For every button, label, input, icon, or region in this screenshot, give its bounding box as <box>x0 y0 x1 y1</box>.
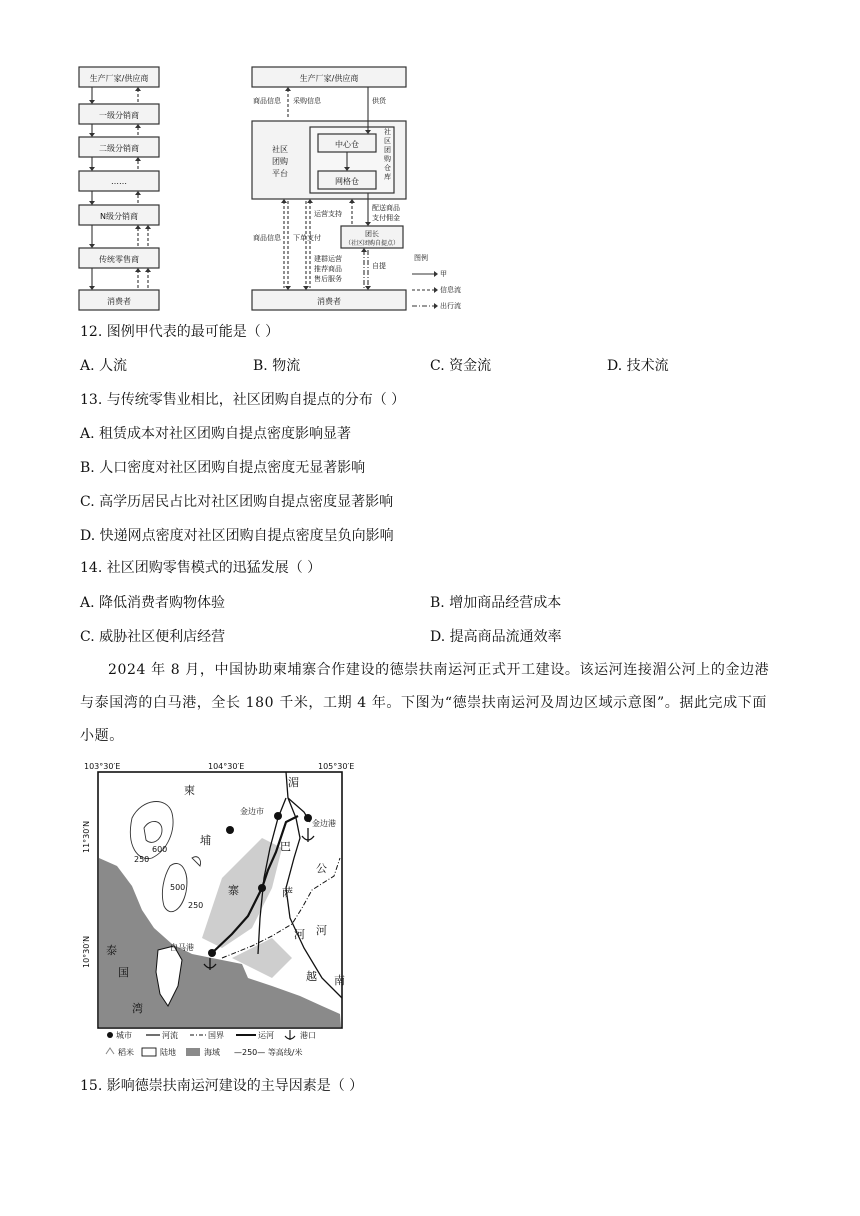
q13-option-c[interactable]: C. 高学历居民占比对社区团购自提点密度显著影响 <box>80 494 394 510</box>
map-mekong-1: 公 <box>316 862 327 875</box>
d2-legend-info: 信息流 <box>440 286 461 294</box>
q14-option-d[interactable]: D. 提高商品流通效率 <box>430 629 562 645</box>
q14-option-c[interactable]: C. 威胁社区便利店经营 <box>80 629 226 645</box>
map-bassac-1: 萨 <box>282 886 293 899</box>
map-city-kampot <box>208 949 216 957</box>
map-city-dot-1 <box>226 826 234 834</box>
map-bassac-0: 巴 <box>280 840 291 853</box>
community-group-buying-diagram <box>248 64 488 314</box>
d2-manufacturer-label: 生产厂家/供应商 <box>299 74 359 83</box>
q12-option-b[interactable]: B. 物流 <box>253 358 301 374</box>
d1-label-2: 二级分销商 <box>99 144 139 153</box>
d2-lbl-ops-support: 运营支持 <box>314 210 342 218</box>
q12-stem: 12. 图例甲代表的最可能是（ ） <box>80 324 280 340</box>
map-legend-border: 国界 <box>208 1031 224 1040</box>
d2-lbl-supply: 供货 <box>372 97 386 105</box>
q13-option-d[interactable]: D. 快递网点密度对社区团购自提点密度呈负向影响 <box>80 528 394 544</box>
q12-option-d[interactable]: D. 技术流 <box>607 358 669 374</box>
map-mekong-2: 河 <box>316 924 327 937</box>
d1-label-3: …… <box>111 177 127 186</box>
map-legend-sea: 海域 <box>204 1048 220 1057</box>
map-cambodia-1: 埔 <box>200 834 211 847</box>
d1-label-1: 一级分销商 <box>99 111 139 120</box>
map-legend-contour: —250— 等高线/米 <box>234 1048 303 1057</box>
d2-platform-label: 社区团购平台 <box>272 145 288 178</box>
map-vietnam-0: 越 <box>306 970 317 983</box>
q14-stem: 14. 社区团购零售模式的迅猛发展（ ） <box>80 560 322 576</box>
map-legend-land: 陆地 <box>160 1048 176 1057</box>
d2-consumer-label: 消费者 <box>317 297 341 306</box>
map-contour-500: 500 <box>170 883 186 892</box>
map-legend-river: 河流 <box>162 1031 178 1040</box>
d1-label-5: 传统零售商 <box>99 255 139 264</box>
map-contour-250b: 250 <box>188 901 204 910</box>
map-city-dot-2 <box>258 884 266 892</box>
map-lon-3: 105°30′E <box>318 762 355 771</box>
map-bassac-2: 河 <box>294 928 305 941</box>
map-lon-1: 103°30′E <box>84 762 121 771</box>
d2-lbl-goods-info-top: 商品信息 <box>253 97 281 105</box>
d2-lbl-service-1: 推荐商品 <box>314 265 342 273</box>
map-contour-250a: 250 <box>134 855 150 864</box>
map-label-pp-port: 金边港 <box>312 819 336 828</box>
map-gulf-1: 国 <box>118 966 129 979</box>
d2-side-label: 社区团 购仓库 <box>384 128 391 181</box>
d2-lbl-service-2: 售后服务 <box>314 275 342 283</box>
q12-option-c[interactable]: C. 资金流 <box>430 358 492 374</box>
map-legend-port: 港口 <box>300 1031 316 1040</box>
q12-option-a[interactable]: A. 人流 <box>80 358 128 374</box>
map-gulf-2: 湾 <box>132 1002 143 1015</box>
q15-stem: 15. 影响德崇扶南运河建设的主导因素是（ ） <box>80 1078 364 1094</box>
map-contour-600: 600 <box>152 845 168 854</box>
map-city-pp-port <box>304 814 312 822</box>
map-lon-2: 104°30′E <box>208 762 245 771</box>
d2-leader-label-2: （社区团购自提点） <box>344 240 400 247</box>
q13-option-a[interactable]: A. 租赁成本对社区团购自提点密度影响显著 <box>80 426 352 442</box>
d2-lbl-deliver-1: 配送商品 <box>372 204 400 212</box>
d2-lbl-goods-info-bottom: 商品信息 <box>253 234 281 242</box>
d2-lbl-deliver-2: 支付佣金 <box>372 214 400 222</box>
d2-legend-travel: 出行流 <box>440 302 461 310</box>
map-gulf-0: 泰 <box>106 944 117 957</box>
map-lat-1: 11°30′N <box>82 820 91 853</box>
map-lat-2: 10°30′N <box>82 935 91 968</box>
map-cambodia-0: 柬 <box>184 784 195 797</box>
q13-stem: 13. 与传统零售业相比，社区团购自提点的分布（ ） <box>80 392 406 408</box>
map-mekong-0: 湄 <box>288 776 299 789</box>
d2-center-label: 中心仓 <box>335 140 359 149</box>
canal-region-map <box>72 758 372 1058</box>
d2-leader-label-1: 团长 <box>365 230 379 238</box>
map-legend-city: 城市 <box>116 1031 132 1040</box>
map-label-kampot: 白马港 <box>170 943 194 952</box>
d2-grid-label: 网格仓 <box>335 177 359 186</box>
q14-option-b[interactable]: B. 增加商品经营成本 <box>430 595 562 611</box>
map-label-phnompenh: 金边市 <box>240 807 264 816</box>
map-legend-rice: 稻米 <box>118 1048 134 1057</box>
d1-label-4: N级分销商 <box>100 212 138 221</box>
map-legend-canal: 运河 <box>258 1031 274 1040</box>
map-cambodia-2: 寨 <box>228 884 239 897</box>
traditional-retail-diagram <box>76 64 166 314</box>
reading-passage: 2024 年 8 月，中国协助柬埔寨合作建设的德崇扶南运河正式开工建设。该运河连接湄公河上的金边港与泰国湾的白马港，全长 180 千米，工期 4 年。下图为“德崇扶南运河及周边区域示意图”。据此完成下面小题。 <box>80 662 770 744</box>
q14-option-a[interactable]: A. 降低消费者购物体验 <box>80 595 226 611</box>
d1-label-0: 生产厂家/供应商 <box>89 74 149 83</box>
map-vietnam-1: 南 <box>334 974 345 987</box>
d2-legend-jia: 甲 <box>440 270 447 278</box>
d2-lbl-order-pay: 下单支付 <box>293 234 321 242</box>
d1-label-6: 消费者 <box>107 297 131 306</box>
map-city-phnompenh <box>274 812 282 820</box>
q13-option-b[interactable]: B. 人口密度对社区团购自提点密度无显著影响 <box>80 460 366 476</box>
d2-lbl-service-0: 建群运营 <box>314 255 342 263</box>
d2-legend-title: 图例 <box>414 254 428 262</box>
d2-lbl-purchase-info: 采购信息 <box>293 97 321 105</box>
d2-lbl-pickup: 自提 <box>372 262 386 270</box>
